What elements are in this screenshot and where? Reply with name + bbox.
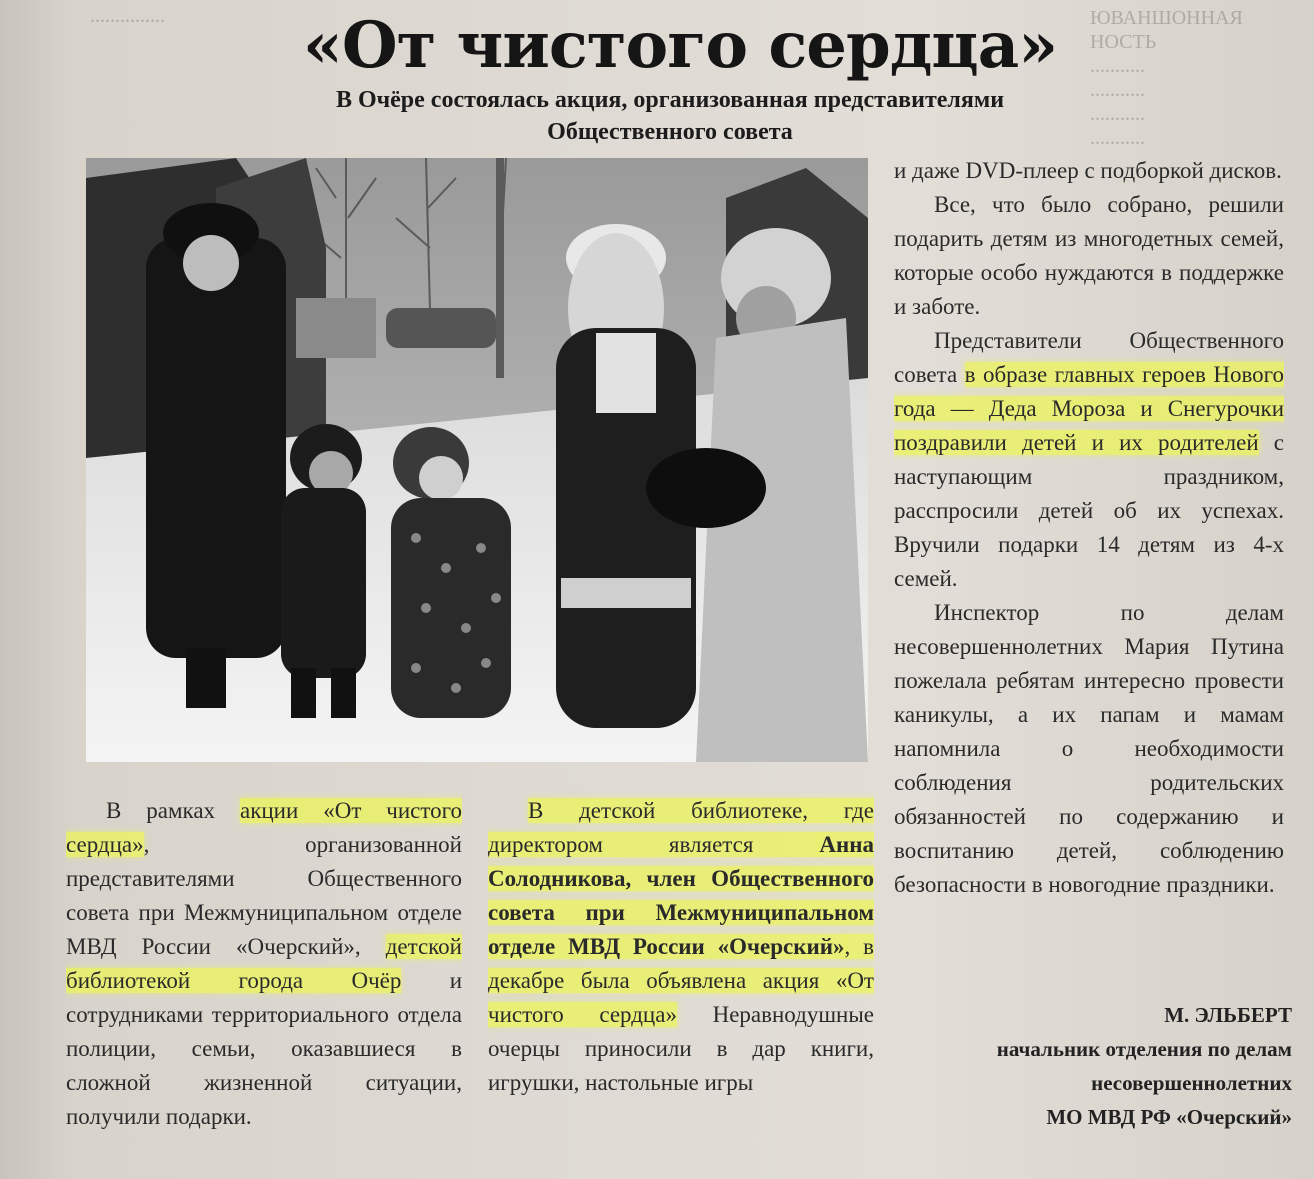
paragraph [894,324,1284,596]
author-name: М. ЭЛЬБЕРТ [1164,1003,1292,1027]
text-span: Представители Общественного совета [894,328,1284,387]
author-position-line-2: несовершеннолетних [1091,1071,1292,1095]
neighbor-column-right: ЮВАНШОННАЯ НОСТЬ ........... ........... ........... ........... [1090,7,1243,149]
article-photo [86,158,868,762]
column-left [66,794,462,1134]
text-span: , организованной представителями Общественного совета при Межмуниципальном отделе МВД России «Очерский», [66,832,462,959]
highlighted-text: детской библиотекой города Очёр [66,934,462,993]
paragraph: и даже DVD-плеер с подборкой дисков. [894,158,1282,183]
highlighted-bold-text: Анна Солодникова, член Общественного совета при Межмуниципальном отделе МВД России «Очерский» [488,832,874,959]
article-title: «От чистого сердца» [302,8,1058,83]
author-position-line-1: начальник отделения по делам [996,1037,1292,1061]
author-signature [900,998,1292,1134]
paragraph [488,794,874,1100]
subtitle-line-1: В Очёре состоялась акция, организованная представителями [335,87,1005,113]
paragraph: Все, что было собрано, решили подарить детям из многодетных семей, которые особо нуждаются в поддержке и заботе. [894,192,1284,319]
highlighted-text: акции «От чистого сердца» [66,798,462,857]
column-middle [488,794,874,1100]
text-span: В рамках [106,798,240,823]
photo-scene [86,158,868,762]
highlighted-text: В детской библиотеке, где директором является [488,798,874,857]
author-position-line-3: МО МВД РФ «Очерский» [1046,1105,1292,1129]
paragraph: Инспектор по делам несовершеннолетних Мария Путина пожелала ребятам интересно провести каникулы, а их папам и мамам напомнила о необходимости соблюдения родительских обязанностей по содержанию и воспитанию детей, соблюдению безопасности в новогодние праздники. [894,600,1284,897]
text-span: Неравнодушные очерцы приносили в дар книги, игрушки, настольные игры [488,1002,875,1095]
text-span: и сотрудниками территориального отдела полиции, семьи, оказавшиеся в сложной жизненной ситуации, получили подарки. [66,968,462,1129]
text-span: с наступающим праздником, расспросили детей об их успехах. Вручили подарки 14 детям из 4-х семей. [894,430,1284,591]
column-right [894,154,1284,902]
paragraph [66,794,462,1134]
highlighted-text: , в декабре была объявлена акция «От чистого сердца» [488,934,874,1027]
subtitle-line-2: Общественного совета [547,119,793,145]
highlighted-text: в образе главных героев Нового года — Деда Мороза и Снегурочки поздравили детей и их родителей [894,362,1285,455]
article-subtitle [210,84,1130,148]
neighbor-column-left: ............... [90,5,165,27]
